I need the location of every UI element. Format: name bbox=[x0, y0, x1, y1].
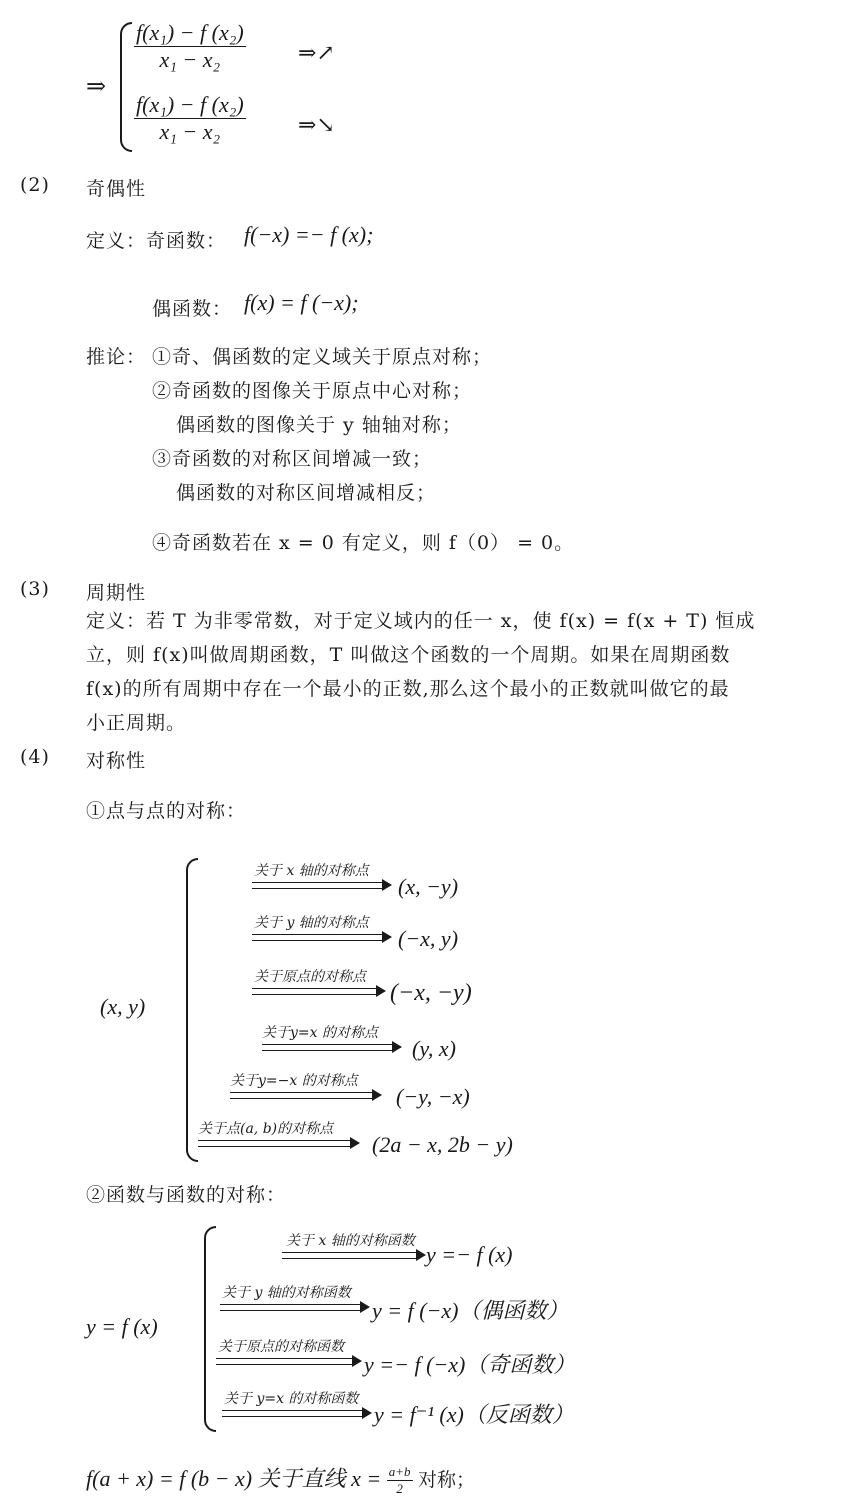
frac-decreasing bbox=[134, 92, 246, 145]
definition-label: 定义：奇函数： bbox=[86, 230, 227, 252]
corollary-2: ②奇函数的图像关于原点中心对称； bbox=[152, 380, 473, 402]
arrow-head bbox=[362, 1407, 372, 1419]
point-xy: (x, y) bbox=[100, 994, 146, 1019]
double-arrow bbox=[252, 934, 384, 941]
odd-definition: f(−x) =− f (x); bbox=[244, 222, 374, 247]
corollary-label: 推论： bbox=[86, 346, 147, 368]
arrow-head bbox=[372, 1089, 382, 1101]
arrow-head bbox=[350, 1137, 360, 1149]
corollary-4: ④奇函数若在 x = 0 有定义，则 f（0） = 0。 bbox=[152, 532, 575, 554]
double-arrow bbox=[252, 882, 384, 889]
corollary-3: ③奇函数的对称区间增减一致； bbox=[152, 448, 433, 470]
function-y-fx: y = f (x) bbox=[86, 1314, 158, 1339]
double-arrow bbox=[220, 1304, 362, 1311]
point-row-result: (−x, −y) bbox=[390, 980, 472, 1006]
even-definition: f(x) = f (−x); bbox=[244, 290, 359, 315]
brace-points bbox=[186, 858, 198, 1162]
double-arrow bbox=[262, 1044, 394, 1051]
function-symmetry-heading: ②函数与函数的对称： bbox=[86, 1184, 287, 1206]
implies-symbol: ⇒ bbox=[86, 74, 107, 100]
point-row-label: 关于 x 轴的对称点 bbox=[254, 863, 369, 879]
frac-increasing bbox=[134, 20, 246, 73]
point-symmetry-heading: ①点与点的对称： bbox=[86, 800, 247, 822]
section-number: (4) bbox=[20, 746, 50, 768]
periodicity-line-3: f(x)的所有周期中存在一个最小的正数,那么这个最小的正数就叫做它的最 bbox=[86, 678, 730, 700]
arrow-head bbox=[376, 985, 386, 997]
periodicity-line-1: 定义：若 T 为非零常数，对于定义域内的任一 x，使 f(x) = f(x + T) 恒成 bbox=[86, 610, 756, 632]
arrow-head bbox=[382, 879, 392, 891]
symmetry-line-formula bbox=[86, 1462, 475, 1497]
function-row-result: y = f⁻¹ (x)（反函数） bbox=[374, 1402, 574, 1427]
frac-denominator: x₁ − x₂ bbox=[134, 118, 246, 145]
section-title: 周期性 bbox=[86, 582, 147, 604]
point-row-label: 关于原点的对称点 bbox=[254, 969, 366, 985]
section-number: (2) bbox=[20, 174, 50, 196]
function-row-result: y =− f (x) bbox=[426, 1242, 513, 1267]
section-title: 对称性 bbox=[86, 750, 147, 772]
fraction-numerator: a+b bbox=[388, 1464, 411, 1480]
periodicity-line-2: 立，则 f(x)叫做周期函数，T 叫做这个函数的一个周期。如果在周期函数 bbox=[86, 644, 731, 666]
double-arrow bbox=[222, 1410, 364, 1417]
function-row-label: 关于 y=x 的对称函数 bbox=[224, 1391, 359, 1407]
brace-mono bbox=[120, 22, 132, 152]
fraction-denominator: 2 bbox=[387, 1480, 413, 1497]
point-row-result: (−y, −x) bbox=[396, 1084, 470, 1109]
even-label: 偶函数： bbox=[152, 298, 233, 320]
arrow-head bbox=[352, 1355, 362, 1367]
double-arrow bbox=[252, 988, 378, 995]
double-arrow bbox=[216, 1358, 354, 1365]
function-row-label: 关于 y 轴的对称函数 bbox=[222, 1285, 351, 1301]
point-row-result: (x, −y) bbox=[398, 874, 459, 899]
corollary-1: ①奇、偶函数的定义域关于原点对称； bbox=[152, 346, 493, 368]
arrow-head bbox=[416, 1249, 426, 1261]
point-row-label: 关于点(a, b)的对称点 bbox=[198, 1121, 334, 1137]
function-row-label: 关于原点的对称函数 bbox=[218, 1339, 344, 1355]
point-row-result: (−x, y) bbox=[398, 926, 459, 951]
formula-right: 对称； bbox=[418, 1469, 476, 1491]
corollary-2b: 偶函数的图像关于 y 轴轴对称； bbox=[176, 414, 462, 436]
double-arrow bbox=[282, 1252, 418, 1259]
double-arrow bbox=[198, 1140, 352, 1147]
decreasing-arrow: ⇒↘ bbox=[298, 112, 335, 137]
formula-left: f(a + x) = f (b − x) 关于直线 x = bbox=[86, 1466, 382, 1491]
periodicity-line-4: 小正周期。 bbox=[86, 712, 187, 734]
function-row-label: 关于 x 轴的对称函数 bbox=[286, 1233, 415, 1249]
arrow-head bbox=[382, 931, 392, 943]
arrow-head bbox=[392, 1041, 402, 1053]
section-number: (3) bbox=[20, 578, 50, 600]
frac-numerator: f(x₁) − f (x₂) bbox=[136, 20, 244, 45]
point-row-label: 关于 y 轴的对称点 bbox=[254, 915, 369, 931]
frac-denominator: x₁ − x₂ bbox=[134, 46, 246, 73]
function-row-result: y =− f (−x)（奇函数） bbox=[364, 1352, 576, 1377]
point-row-label: 关于y=x 的对称点 bbox=[262, 1025, 378, 1041]
arrow-head bbox=[360, 1301, 370, 1313]
point-row-label: 关于y=−x 的对称点 bbox=[230, 1073, 358, 1089]
increasing-arrow: ⇒↗ bbox=[298, 40, 335, 65]
point-row-result: (2a − x, 2b − y) bbox=[372, 1132, 513, 1157]
point-row-result: (y, x) bbox=[412, 1036, 456, 1061]
double-arrow bbox=[230, 1092, 374, 1099]
section-title: 奇偶性 bbox=[86, 178, 147, 200]
brace-functions bbox=[204, 1226, 216, 1432]
function-row-result: y = f (−x)（偶函数） bbox=[372, 1298, 569, 1323]
corollary-3b: 偶函数的对称区间增减相反； bbox=[176, 482, 437, 504]
frac-numerator: f(x₁) − f (x₂) bbox=[136, 92, 244, 117]
